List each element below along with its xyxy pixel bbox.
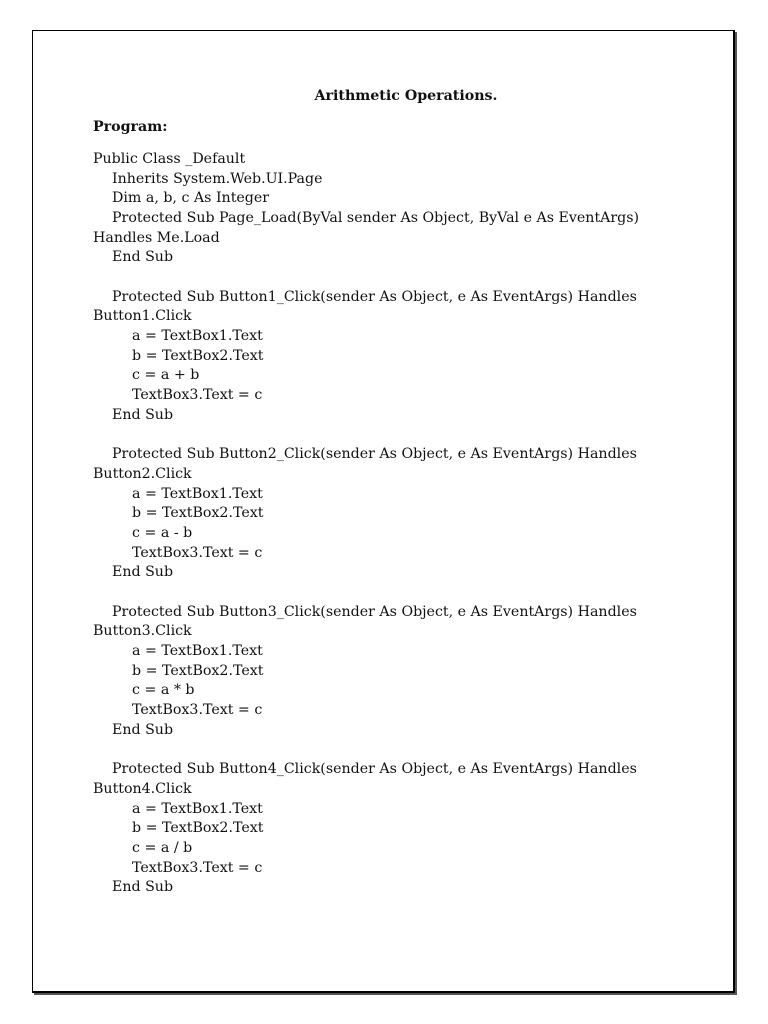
code-line: TextBox3.Text = c (132, 544, 263, 561)
code-block (93, 150, 713, 898)
code-line: End Sub (112, 249, 174, 266)
code-line: b = TextBox2.Text (132, 505, 264, 522)
code-line: Button4.Click (93, 780, 192, 797)
code-line: a = TextBox1.Text (132, 485, 263, 502)
code-line: Protected Sub Button2_Click(sender As Object, e As EventArgs) Handles (112, 446, 637, 463)
code-line: a = TextBox1.Text (132, 328, 263, 345)
code-line: End Sub (112, 721, 174, 738)
code-line: b = TextBox2.Text (132, 662, 264, 679)
code-line: a = TextBox1.Text (132, 643, 263, 660)
code-line: c = a - b (132, 524, 193, 541)
code-line (93, 268, 713, 288)
code-line: Handles Me.Load (93, 229, 220, 246)
code-line: Button1.Click (93, 308, 192, 325)
code-line: Inherits System.Web.UI.Page (112, 170, 323, 187)
code-line: Protected Sub Button4_Click(sender As Object, e As EventArgs) Handles (112, 761, 637, 778)
code-line: c = a / b (132, 839, 193, 856)
code-line: Button3.Click (93, 623, 192, 640)
code-line (93, 426, 713, 446)
code-line: a = TextBox1.Text (132, 800, 263, 817)
code-line: c = a * b (132, 682, 195, 699)
code-line: Dim a, b, c As Integer (112, 190, 270, 207)
code-line: End Sub (112, 564, 174, 581)
code-line: TextBox3.Text = c (132, 859, 263, 876)
code-line (93, 583, 713, 603)
code-line: Protected Sub Page_Load(ByVal sender As Object, ByVal e As EventArgs) (112, 209, 640, 226)
code-line: Protected Sub Button3_Click(sender As Object, e As EventArgs) Handles (112, 603, 637, 620)
code-line: b = TextBox2.Text (132, 820, 264, 837)
code-line: TextBox3.Text = c (132, 702, 263, 719)
code-line: End Sub (112, 879, 174, 896)
document-content (93, 87, 713, 898)
code-line: TextBox3.Text = c (132, 387, 263, 404)
document-title: Arithmetic Operations. (314, 88, 498, 104)
code-line: Protected Sub Button1_Click(sender As Object, e As EventArgs) Handles (112, 288, 637, 305)
program-label: Program: (93, 119, 168, 136)
code-line: End Sub (112, 406, 174, 423)
code-line (93, 741, 713, 761)
document-page (32, 30, 735, 993)
code-line: Public Class _Default (93, 150, 246, 167)
code-line: c = a + b (132, 367, 200, 384)
code-line: Button2.Click (93, 465, 192, 482)
code-line: b = TextBox2.Text (132, 347, 264, 364)
